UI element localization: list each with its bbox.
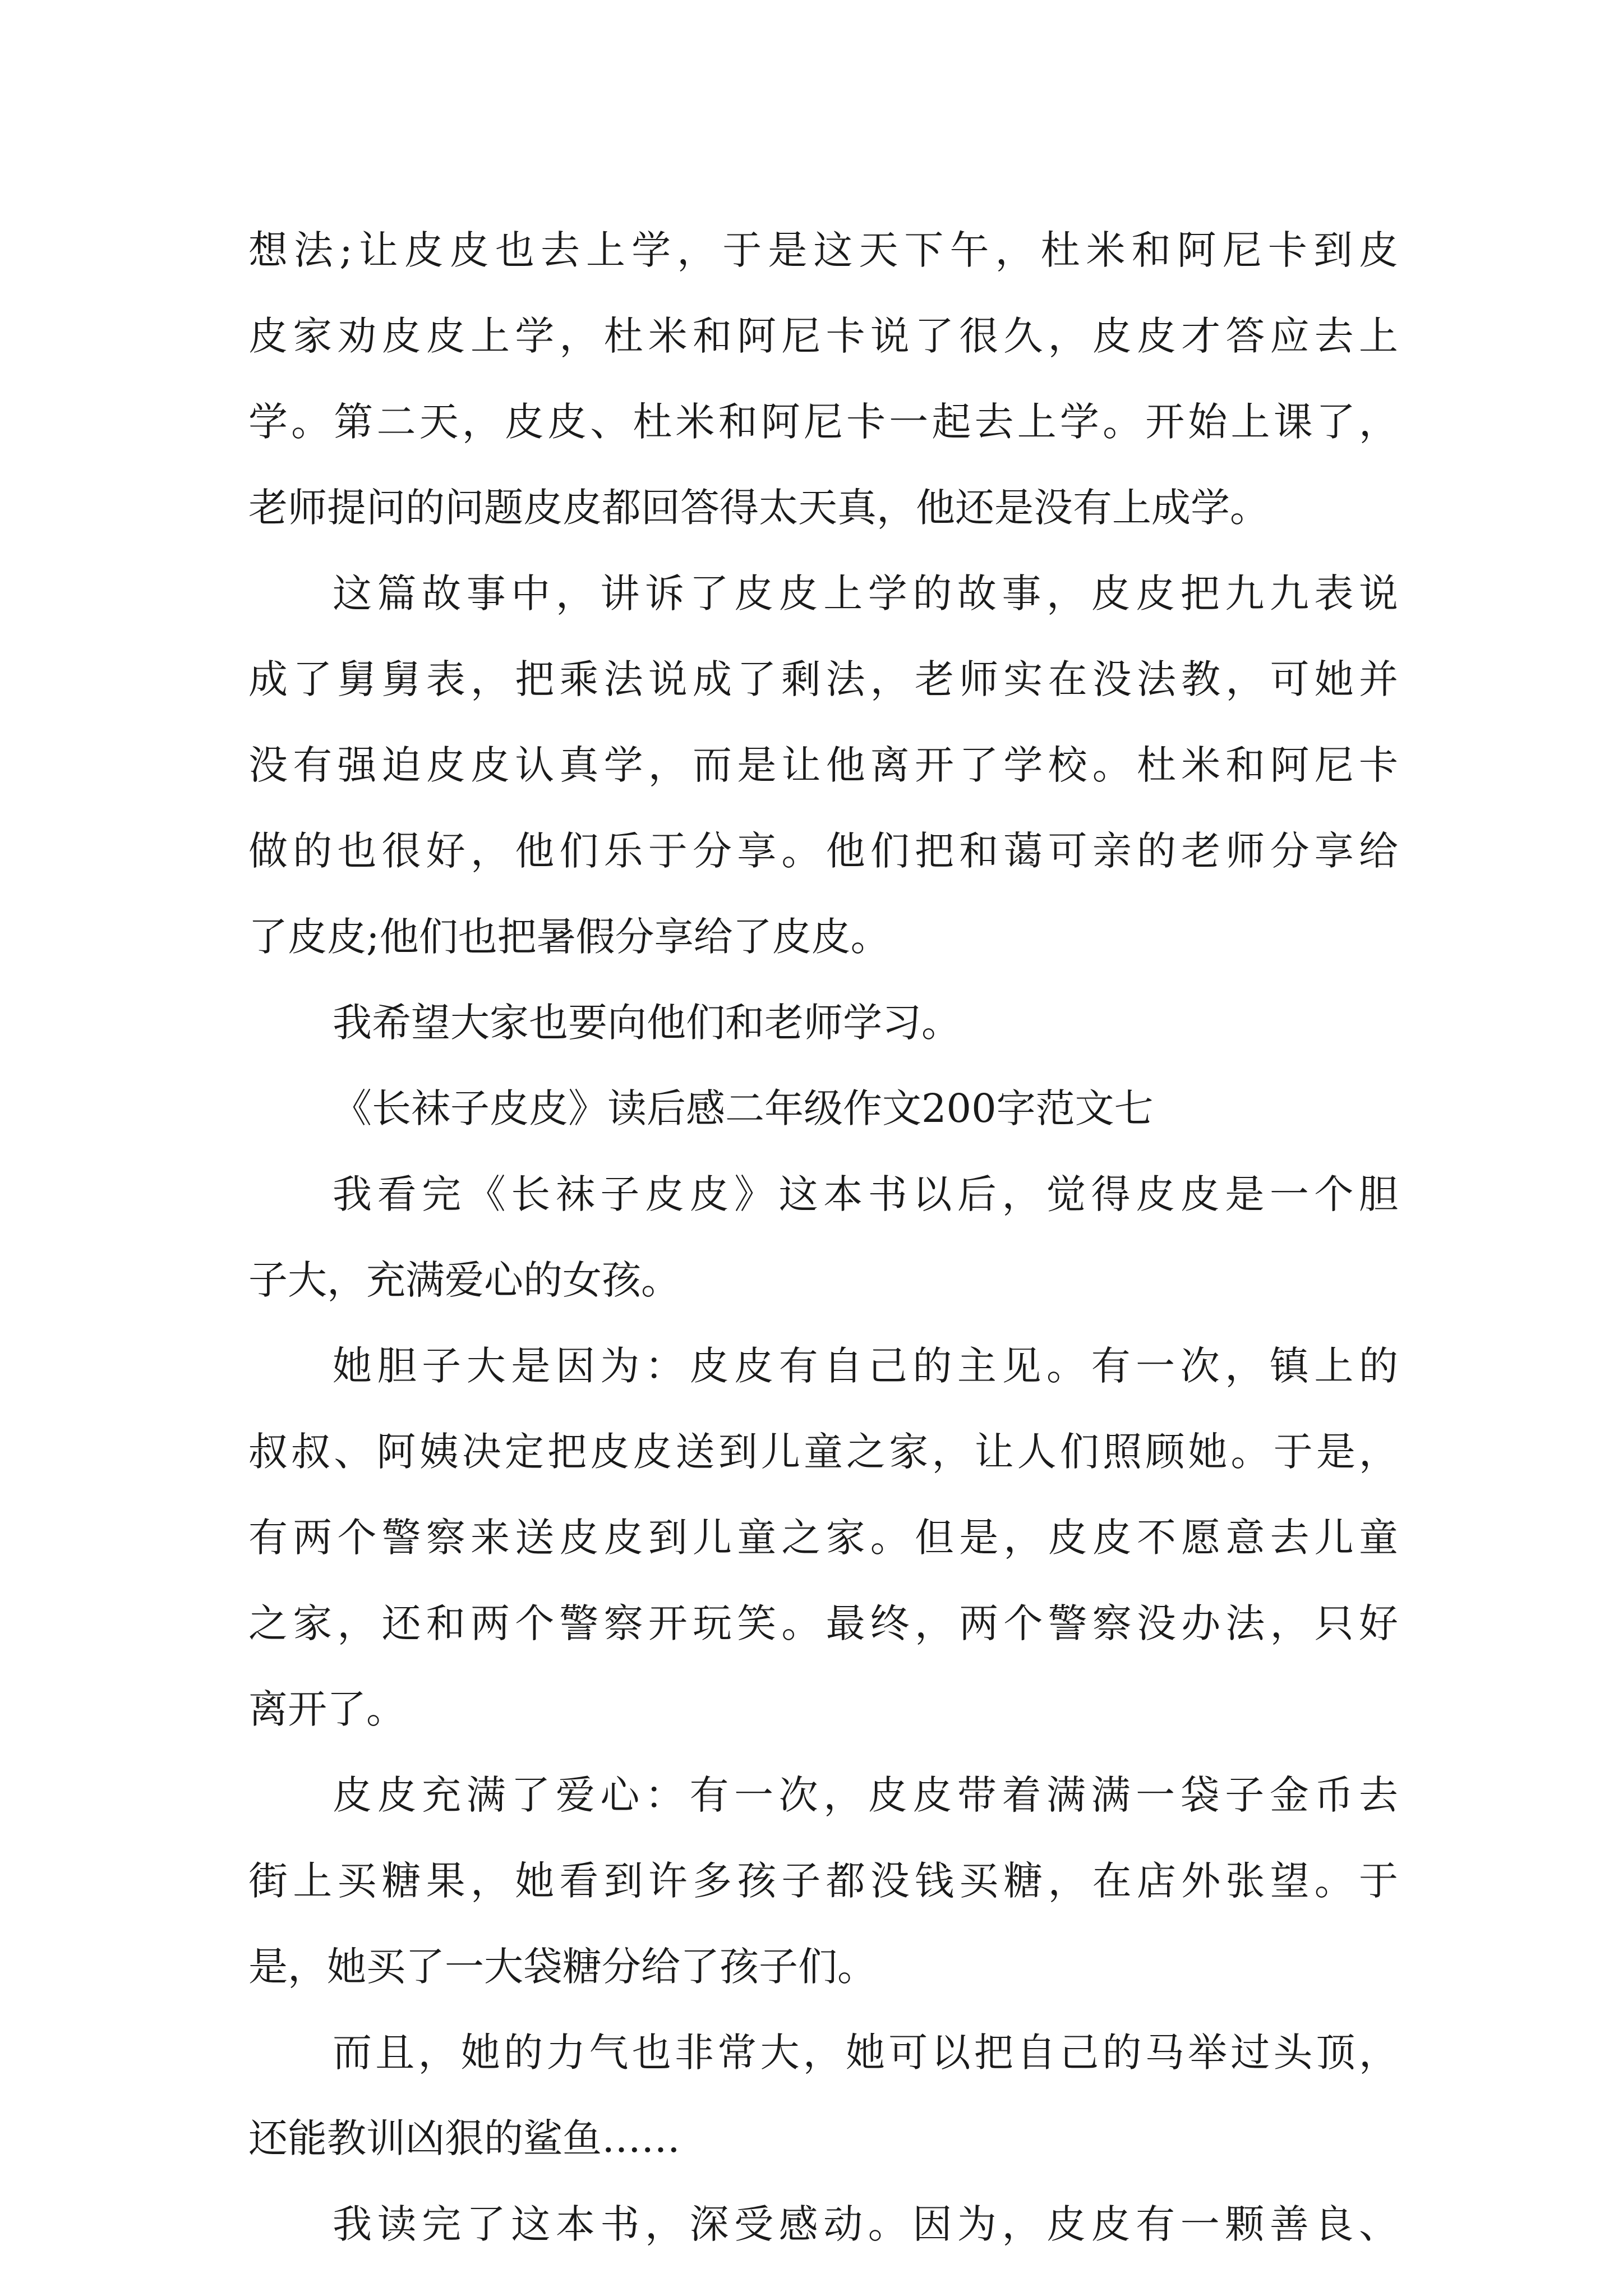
text-line: 皮家劝皮皮上学，杜米和阿尼卡说了很久，皮皮才答应去上 bbox=[248, 313, 1398, 359]
text-line: 做的也很好，他们乐于分享。他们把和蔼可亲的老师分享给 bbox=[248, 828, 1398, 874]
text-line: 还能教训凶狠的鲨鱼…… bbox=[248, 2115, 680, 2161]
paragraph-start-line: 她胆子大是因为：皮皮有自己的主见。有一次，镇上的 bbox=[333, 1343, 1398, 1389]
paragraph-start-line: 这篇故事中，讲诉了皮皮上学的故事，皮皮把九九表说 bbox=[333, 570, 1398, 616]
text-line: 想法;让皮皮也去上学，于是这天下午，杜米和阿尼卡到皮 bbox=[248, 227, 1398, 273]
paragraph-start-line: 而且，她的力气也非常大，她可以把自己的马举过头顶， bbox=[333, 2030, 1398, 2076]
text-line: 叔叔、阿姨决定把皮皮送到儿童之家，让人们照顾她。于是， bbox=[248, 1429, 1398, 1475]
paragraph-start-line: 我看完《长袜子皮皮》这本书以后，觉得皮皮是一个胆 bbox=[333, 1171, 1398, 1217]
text-line: 是，她买了一大袋糖分给了孩子们。 bbox=[248, 1944, 877, 1990]
text-line: 街上买糖果，她看到许多孩子都没钱买糖，在店外张望。于 bbox=[248, 1858, 1398, 1904]
text-line: 了皮皮;他们也把暑假分享给了皮皮。 bbox=[248, 914, 890, 960]
text-line: 没有强迫皮皮认真学，而是让他离开了学校。杜米和阿尼卡 bbox=[248, 742, 1398, 788]
text-line: 子大，充满爱心的女孩。 bbox=[248, 1257, 680, 1303]
text-line: 离开了。 bbox=[248, 1686, 405, 1732]
text-line: 有两个警察来送皮皮到儿童之家。但是，皮皮不愿意去儿童 bbox=[248, 1515, 1398, 1561]
paragraph-start-line: 我读完了这本书，深受感动。因为，皮皮有一颗善良、 bbox=[333, 2201, 1398, 2247]
paragraph-start-line: 皮皮充满了爱心：有一次，皮皮带着满满一袋子金币去 bbox=[333, 1772, 1398, 1818]
text-line: 之家，还和两个警察开玩笑。最终，两个警察没办法，只好 bbox=[248, 1600, 1398, 1646]
paragraph-start-line: 我希望大家也要向他们和老师学习。 bbox=[333, 1000, 961, 1046]
essay-title: 《长袜子皮皮》读后感二年级作文200字范文七 bbox=[333, 1085, 1154, 1131]
text-line: 学。第二天，皮皮、杜米和阿尼卡一起去上学。开始上课了， bbox=[248, 399, 1398, 445]
text-line: 成了舅舅表，把乘法说成了剩法，老师实在没法教，可她并 bbox=[248, 656, 1398, 702]
essay-body bbox=[248, 208, 1398, 2267]
text-line: 老师提问的问题皮皮都回答得太天真，他还是没有上成学。 bbox=[248, 485, 1269, 531]
